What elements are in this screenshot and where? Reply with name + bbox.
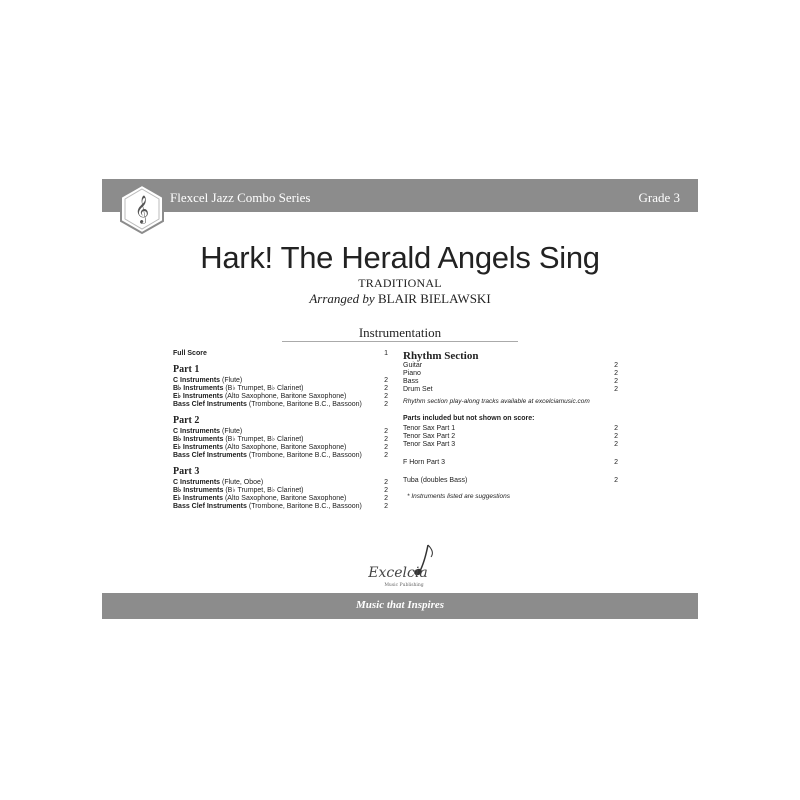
part-heading: Part 3 bbox=[173, 466, 200, 477]
instrument-note: (B♭ Trumpet, B♭ Clarinet) bbox=[225, 436, 304, 443]
instrument-row bbox=[173, 452, 388, 460]
footer-tagline: Music that Inspires bbox=[355, 599, 445, 611]
extra-parts-heading: Parts included but not shown on score: bbox=[403, 415, 535, 422]
instrument-row bbox=[173, 401, 388, 409]
arranger-name: BLAIR BIELAWSKI bbox=[377, 291, 491, 306]
instrument-name: Tenor Sax Part 3 bbox=[403, 441, 456, 448]
playalong-note: Rhythm section play-along tracks available at excelciamusic.com bbox=[403, 398, 590, 405]
extra-row bbox=[403, 477, 618, 485]
instrument-qty: 2 bbox=[384, 452, 388, 459]
extra-row bbox=[403, 459, 618, 467]
instrument-name: C Instruments bbox=[173, 377, 221, 384]
instrument-name: Guitar bbox=[403, 362, 423, 369]
instrument-qty: 2 bbox=[614, 441, 618, 448]
instrument-row bbox=[173, 393, 388, 401]
instrument-name: Piano bbox=[403, 370, 421, 377]
instrument-qty: 2 bbox=[614, 370, 618, 377]
instrument-name: Bass Clef Instruments bbox=[173, 503, 247, 510]
instrument-note: (Alto Saxophone, Baritone Saxophone) bbox=[224, 444, 347, 451]
suggestion-note: * Instruments listed are suggestions bbox=[407, 493, 510, 500]
instrument-qty: 2 bbox=[384, 401, 388, 408]
instrument-qty: 2 bbox=[614, 433, 618, 440]
instrument-qty: 2 bbox=[384, 444, 388, 451]
extra-row bbox=[403, 425, 618, 433]
instrument-note: (Flute, Oboe) bbox=[222, 479, 264, 486]
piece-title: Hark! The Herald Angels Sing bbox=[200, 240, 600, 275]
logo-sub: Music Publishing bbox=[384, 583, 424, 588]
instrument-name: E♭ Instruments bbox=[173, 495, 223, 502]
instrument-note: (Flute) bbox=[222, 428, 243, 435]
instrument-qty: 2 bbox=[614, 386, 618, 393]
instrument-name: Tenor Sax Part 2 bbox=[403, 433, 456, 440]
arranger-prefix: Arranged by bbox=[309, 291, 375, 306]
instrument-qty: 2 bbox=[384, 436, 388, 443]
instrument-name: F Horn Part 3 bbox=[403, 459, 446, 466]
part-heading: Part 2 bbox=[173, 415, 200, 426]
instrument-qty: 2 bbox=[384, 377, 388, 384]
arranger-credit bbox=[0, 291, 800, 307]
instrument-qty: 2 bbox=[614, 477, 618, 484]
instrument-name: C Instruments bbox=[173, 479, 221, 486]
instrument-qty: 2 bbox=[384, 393, 388, 400]
instrumentation-heading: Instrumentation bbox=[358, 325, 442, 340]
instrument-note: (Alto Saxophone, Baritone Saxophone) bbox=[224, 495, 347, 502]
part-heading: Part 1 bbox=[173, 364, 200, 375]
instrument-qty: 2 bbox=[384, 385, 388, 392]
instrument-note: (B♭ Trumpet, B♭ Clarinet) bbox=[225, 385, 304, 392]
instrument-name: Drum Set bbox=[403, 386, 433, 393]
composer: TRADITIONAL bbox=[358, 276, 442, 290]
instrument-row bbox=[173, 495, 388, 503]
parts-column-left bbox=[173, 350, 388, 511]
logo-word: Excelcia bbox=[368, 565, 428, 581]
instrument-qty: 2 bbox=[384, 487, 388, 494]
instrument-qty: 2 bbox=[384, 428, 388, 435]
instrument-note: (Trombone, Baritone B.C., Bassoon) bbox=[248, 503, 362, 510]
grade-label: Grade 3 bbox=[638, 190, 680, 205]
full-score-label: Full Score bbox=[173, 350, 207, 357]
svg-text:𝄞: 𝄞 bbox=[134, 195, 150, 223]
instrument-qty: 2 bbox=[384, 495, 388, 502]
instrument-qty: 2 bbox=[614, 362, 618, 369]
series-name: Flexcel Jazz Combo Series bbox=[170, 190, 311, 205]
instrument-qty: 2 bbox=[384, 479, 388, 486]
rhythm-row bbox=[403, 370, 618, 378]
parts-column-right bbox=[403, 352, 618, 501]
instrument-name: Bass Clef Instruments bbox=[173, 452, 247, 459]
instrument-row bbox=[173, 385, 388, 393]
full-score-qty: 1 bbox=[384, 350, 388, 357]
instrument-name: Bass bbox=[403, 378, 419, 385]
instrument-name: C Instruments bbox=[173, 428, 221, 435]
rhythm-row bbox=[403, 378, 618, 386]
instrument-name: Bass Clef Instruments bbox=[173, 401, 247, 408]
instrument-qty: 2 bbox=[384, 503, 388, 510]
instrument-row bbox=[173, 436, 388, 444]
series-logo-icon bbox=[118, 183, 166, 235]
instrument-row bbox=[173, 503, 388, 511]
instrument-qty: 2 bbox=[614, 459, 618, 466]
rhythm-row bbox=[403, 386, 618, 394]
excelcia-logo-icon bbox=[368, 541, 438, 591]
rhythm-heading: Rhythm Section bbox=[403, 350, 479, 362]
instrument-qty: 2 bbox=[614, 378, 618, 385]
instrument-qty: 2 bbox=[614, 425, 618, 432]
instrument-row bbox=[173, 377, 388, 385]
instrument-note: (Alto Saxophone, Baritone Saxophone) bbox=[224, 393, 347, 400]
instrument-row bbox=[173, 487, 388, 495]
instrument-name: B♭ Instruments bbox=[173, 436, 224, 443]
rhythm-row bbox=[403, 362, 618, 370]
instrument-note: (Trombone, Baritone B.C., Bassoon) bbox=[248, 452, 362, 459]
extra-row bbox=[403, 433, 618, 441]
instrument-name: Tenor Sax Part 1 bbox=[403, 425, 456, 432]
instrument-row bbox=[173, 428, 388, 436]
instrument-note: (Flute) bbox=[222, 377, 243, 384]
instrument-row bbox=[173, 479, 388, 487]
full-score-row bbox=[173, 350, 388, 358]
instrument-note: (Trombone, Baritone B.C., Bassoon) bbox=[248, 401, 362, 408]
instrument-name: E♭ Instruments bbox=[173, 393, 223, 400]
instrument-name: B♭ Instruments bbox=[173, 487, 224, 494]
instrument-name: E♭ Instruments bbox=[173, 444, 223, 451]
heading-divider bbox=[282, 341, 518, 342]
instrument-name: B♭ Instruments bbox=[173, 385, 224, 392]
instrument-row bbox=[173, 444, 388, 452]
instrument-note: (B♭ Trumpet, B♭ Clarinet) bbox=[225, 487, 304, 494]
instrument-name: Tuba (doubles Bass) bbox=[403, 477, 468, 484]
extra-row bbox=[403, 441, 618, 449]
